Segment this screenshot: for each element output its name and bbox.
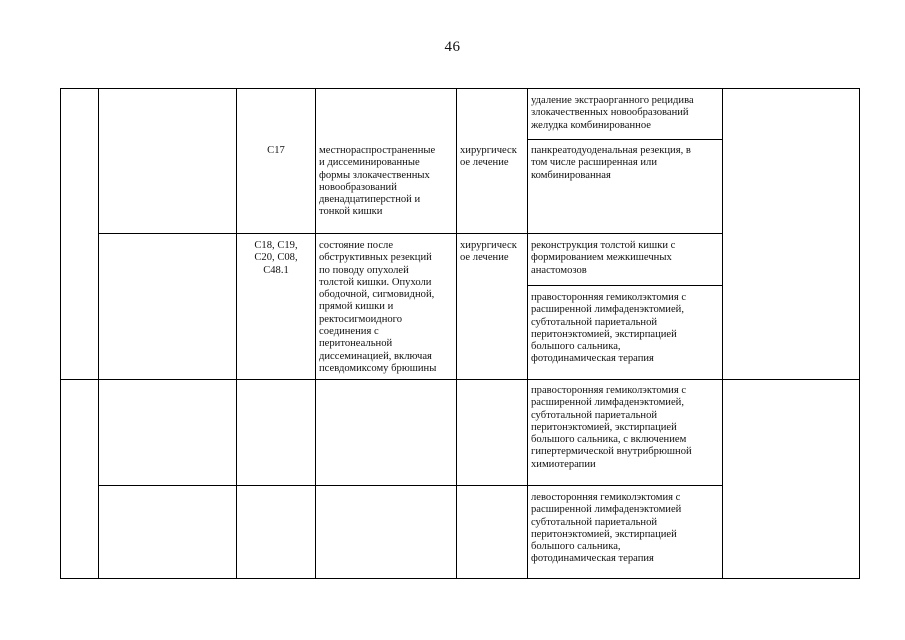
column-divider: [527, 88, 528, 579]
row-divider: [98, 485, 722, 486]
treatment-type-cell: хирургическ ое лечение: [460, 240, 517, 264]
diagnosis-cell: местнораспространенные и диссеминированные формы злокачественных новообразований двенадцатиперстной и тонкой кишки: [319, 145, 436, 218]
table-top-border: [60, 88, 859, 89]
icd-code-cell: C17: [267, 145, 285, 156]
column-divider: [456, 88, 457, 579]
row-divider: [98, 233, 722, 234]
page-number: 46: [444, 39, 461, 55]
treatment-type-cell: хирургическ ое лечение: [460, 145, 517, 169]
row-divider: [527, 139, 722, 140]
treatment-method-cell: реконструкция толстой кишки с формированием межкишечных анастомозов: [531, 240, 676, 276]
column-divider: [60, 88, 61, 579]
treatment-method-cell: правосторонняя гемиколэктомия с расширенной лимфаденэктомией, субтотальной париетальной перитонэктомией, экстирпацией большого сальника, фотодинамическая терапия: [531, 292, 687, 365]
column-divider: [236, 88, 237, 579]
treatment-method-cell: панкреатодуоденальная резекция, в том числе расширенная или комбинированная: [531, 145, 691, 181]
table-bottom-border: [60, 578, 859, 579]
column-divider: [98, 88, 99, 579]
diagnosis-cell: состояние после обструктивных резекций по поводу опухолей толстой кишки. Опухоли ободочной, сигмовидной, прямой кишки и ректосигмоидного соединения с перитонеальной диссеминацией, включая псевдомиксому брюшины: [319, 240, 437, 374]
treatment-method-cell: удаление экстраорганного рецидива злокачественных новообразований желудка комбинированное: [531, 95, 694, 131]
icd-code-cell: C18, C19, C20, C08, C48.1: [254, 240, 298, 276]
row-divider: [60, 379, 859, 380]
column-divider: [859, 88, 860, 579]
treatment-method-cell: правосторонняя гемиколэктомия с расширенной лимфаденэктомией, субтотальной париетальной перитонэктомией, экстирпацией большого сальника, с включением гипертермической внутрибрюшной химиотерапии: [531, 385, 692, 470]
column-divider: [315, 88, 316, 579]
column-divider: [722, 88, 723, 579]
row-divider: [527, 285, 722, 286]
treatment-method-cell: левосторонняя гемиколэктомия с расширенной лимфаденэктомией субтотальной париетальной перитонэктомией, экстирпацией большого сальника, фотодинамическая терапия: [531, 492, 682, 565]
